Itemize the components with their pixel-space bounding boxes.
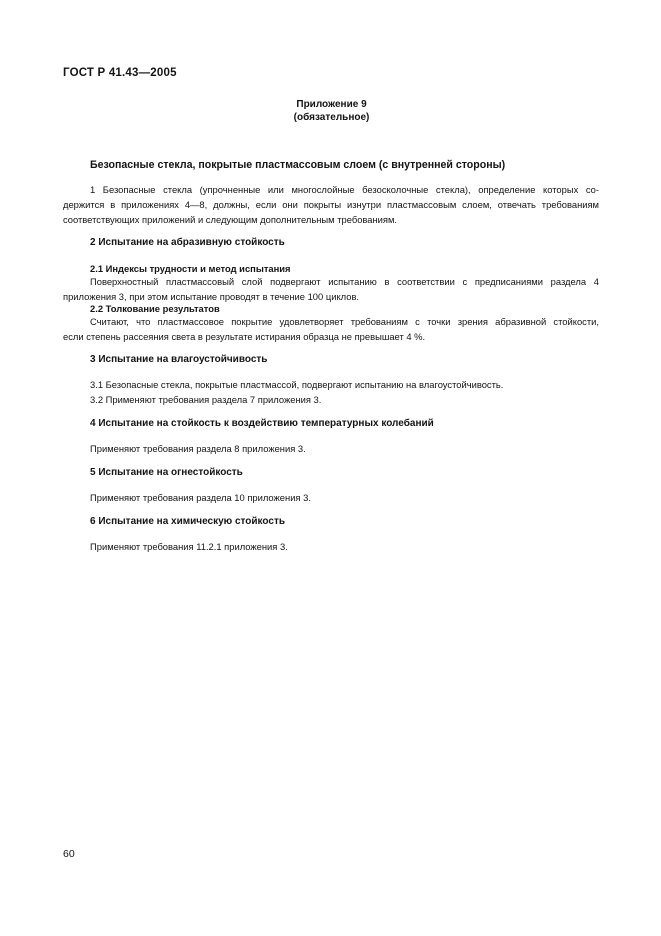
section-3-2-text: 3.2 Применяют требования раздела 7 приложения 3.: [90, 394, 322, 405]
section-2-2-heading: 2.2 Толкование результатов: [90, 303, 220, 314]
section-2-heading: 2 Испытание на абразивную стойкость: [90, 237, 285, 248]
section-4-text: Применяют требования раздела 8 приложения 3.: [90, 443, 306, 454]
section-5-text: Применяют требования раздела 10 приложения 3.: [90, 492, 311, 503]
appendix-title: Безопасные стекла, покрытые пластмассовым слоем (с внутренней стороны): [90, 159, 506, 171]
section-5-heading: 5 Испытание на огнестойкость: [90, 467, 243, 478]
paragraph-line: если степень рассеяния света в результате истирания образца не превышает 4 %.: [63, 331, 426, 342]
intro-line: 1 Безопасные стекла (упрочненные или многослойные безосколочные стекла), определение которых со-: [90, 184, 599, 195]
paragraph-line: Считают, что пластмассовое покрытие удовлетворяет требованиям с точки зрения абразивной стойкости,: [90, 316, 599, 327]
section-6-heading: 6 Испытание на химическую стойкость: [90, 516, 286, 527]
standard-code: ГОСТ Р 41.43—2005: [63, 67, 177, 79]
section-3-heading: 3 Испытание на влагоустойчивость: [90, 354, 268, 365]
page-number: 60: [63, 848, 75, 860]
appendix-label: Приложение 9: [296, 99, 367, 110]
section-2-2-paragraph: [63, 314, 599, 344]
intro-line: держится в приложениях 4—8, должны, если они покрыты изнутри пластмассовым слоем, отвечать требованиям: [63, 199, 599, 210]
intro-line: соответствующих приложений и следующим дополнительным требованиям.: [63, 214, 398, 225]
section-6-text: Применяют требования 11.2.1 приложения 3.: [90, 541, 288, 552]
section-2-1-heading: 2.1 Индексы трудности и метод испытания: [90, 263, 291, 274]
intro-paragraph: [63, 182, 599, 227]
paragraph-line: Поверхностный пластмассовый слой подвергают испытанию в соответствии с предписаниями раздела 4: [90, 276, 599, 287]
paragraph-line: приложения 3, при этом испытание проводят в течение 100 циклов.: [63, 291, 360, 302]
appendix-status: (обязательное): [293, 112, 370, 123]
section-3-1-text: 3.1 Безопасные стекла, покрытые пластмассой, подвергают испытанию на влагоустойчивость.: [90, 379, 504, 390]
section-2-1-paragraph: [63, 274, 599, 304]
section-4-heading: 4 Испытание на стойкость к воздействию температурных колебаний: [90, 418, 434, 429]
